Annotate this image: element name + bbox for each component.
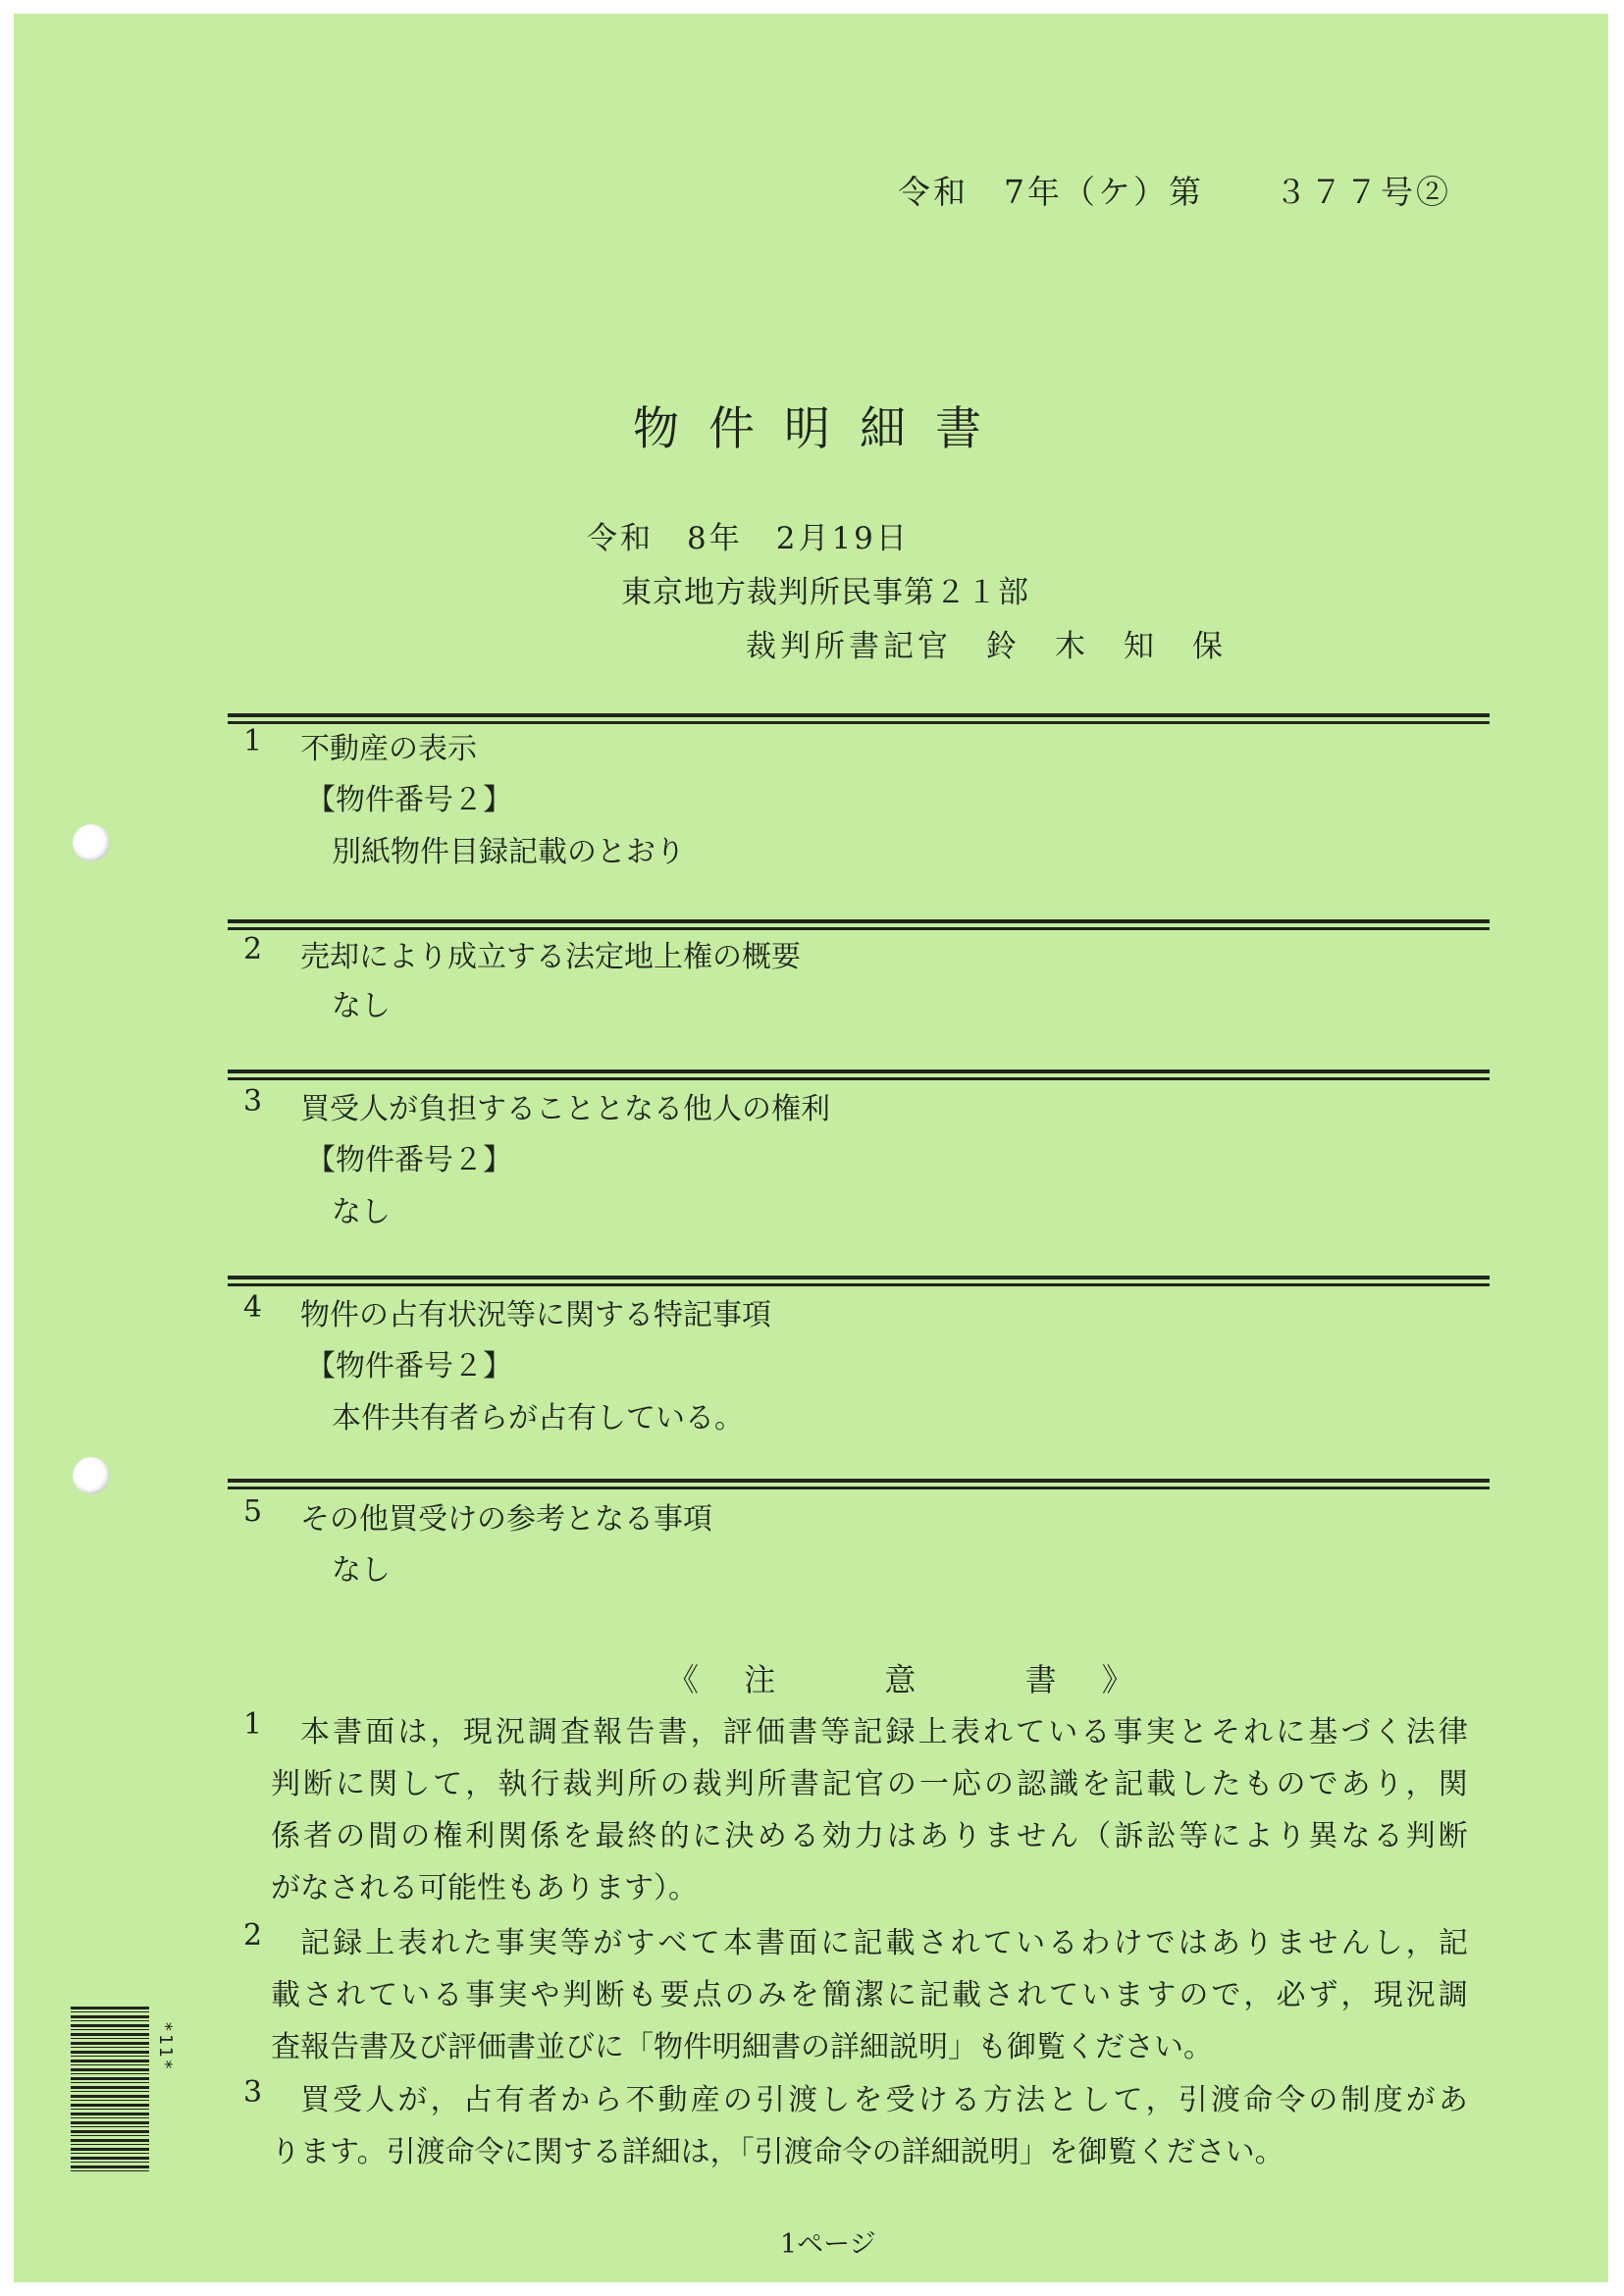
section-body: なし — [332, 1195, 391, 1229]
case-number: 令和 7年（ケ）第 ３７７号② — [898, 173, 1451, 211]
section-body: 本件共有者らが占有している。 — [332, 1401, 744, 1435]
section-heading: 買受人が負担することとなる他人の権利 — [300, 1092, 830, 1126]
section-heading: 売却により成立する法定地上権の概要 — [300, 940, 801, 974]
notes-title — [667, 1655, 1136, 1700]
section-number: 5 — [243, 1494, 263, 1529]
note-number: 3 — [243, 2075, 263, 2110]
section-heading: その他買受けの参考となる事項 — [300, 1502, 712, 1537]
note-number: 2 — [243, 1918, 263, 1953]
document-title: 物件明細書 — [633, 402, 1011, 456]
punch-hole-top — [73, 824, 110, 861]
note-line: 載 さ れ て い る 事 実 や 判 断 も 要 点 の み を 簡 潔 に 記 載 さ れ て い ま す の で ， 必 ず ， 現 況 調 — [271, 1978, 1468, 2012]
section-body: なし — [332, 989, 391, 1023]
note-number: 1 — [243, 1707, 263, 1742]
section-property-number: 【物件番号２】 — [306, 1143, 512, 1177]
barcode-label: *11* — [155, 2021, 176, 2072]
court-name: 東京地方裁判所民事第２１部 — [621, 575, 1029, 610]
issue-date: 令和 8年 2月19日 — [587, 521, 910, 556]
section-divider — [228, 1070, 1490, 1080]
section-number: 4 — [243, 1290, 263, 1325]
note-line: ります。引渡命令に関する詳細は，「引渡命令の詳細説明」を御覧ください。 — [271, 2135, 1284, 2169]
section-heading: 物件の占有状況等に関する特記事項 — [300, 1298, 771, 1332]
note-line: 買 受 人 が ， 占 有 者 か ら 不 動 産 の 引 渡 し を 受 け る 方 法 と し て ， 引 渡 命 令 の 制 度 が あ — [300, 2083, 1468, 2117]
note-line: 判 断 に 関 し て ， 執 行 裁 判 所 の 裁 判 所 書 記 官 の 一 応 の 認 識 を 記 載 し た も の で あ り ， 関 — [271, 1767, 1468, 1801]
notes-title-word: 注 — [744, 1661, 779, 1698]
section-divider — [228, 713, 1490, 724]
section-property-number: 【物件番号２】 — [306, 1349, 512, 1383]
punch-hole-bottom — [73, 1457, 110, 1494]
court-clerk: 裁判所書記官 鈴 木 知 保 — [746, 629, 1227, 664]
section-body: 別紙物件目録記載のとおり — [332, 835, 685, 869]
notes-title-word: 書 — [1024, 1661, 1060, 1698]
barcode — [71, 2007, 149, 2173]
note-line: 記 録 上 表 れ た 事 実 等 が す べ て 本 書 面 に 記 載 さ れ て い る わ け で は あ り ま せ ん し ， 記 — [300, 1926, 1468, 1960]
notes-title-close: 》 — [1101, 1661, 1136, 1698]
page-number: 1ページ — [780, 2229, 876, 2260]
section-number: 1 — [243, 724, 263, 758]
section-body: なし — [332, 1553, 391, 1588]
notes-title-open: 《 — [667, 1661, 703, 1698]
section-property-number: 【物件番号２】 — [306, 783, 512, 817]
section-heading: 不動産の表示 — [300, 732, 477, 766]
section-number: 3 — [243, 1084, 263, 1119]
section-number: 2 — [243, 932, 263, 966]
note-line: がなされる可能性もあります）。 — [271, 1871, 698, 1905]
section-divider — [228, 919, 1490, 930]
section-divider — [228, 1276, 1490, 1286]
section-divider — [228, 1479, 1490, 1489]
note-line: 査報告書及び評価書並びに「物件明細書の詳細説明」も御覧ください。 — [271, 2030, 1213, 2064]
note-line: 本 書 面 は ， 現 況 調 査 報 告 書 ， 評 価 書 等 記 録 上 表 れ て い る 事 実 と そ れ に 基 づ く 法 律 — [300, 1715, 1468, 1749]
note-line: 係 者 の 間 の 権 利 関 係 を 最 終 的 に 決 め る 効 力 は あ り ま せ ん （ 訴 訟 等 に よ り 異 な る 判 断 — [271, 1819, 1468, 1853]
notes-title-word: 意 — [884, 1661, 919, 1698]
